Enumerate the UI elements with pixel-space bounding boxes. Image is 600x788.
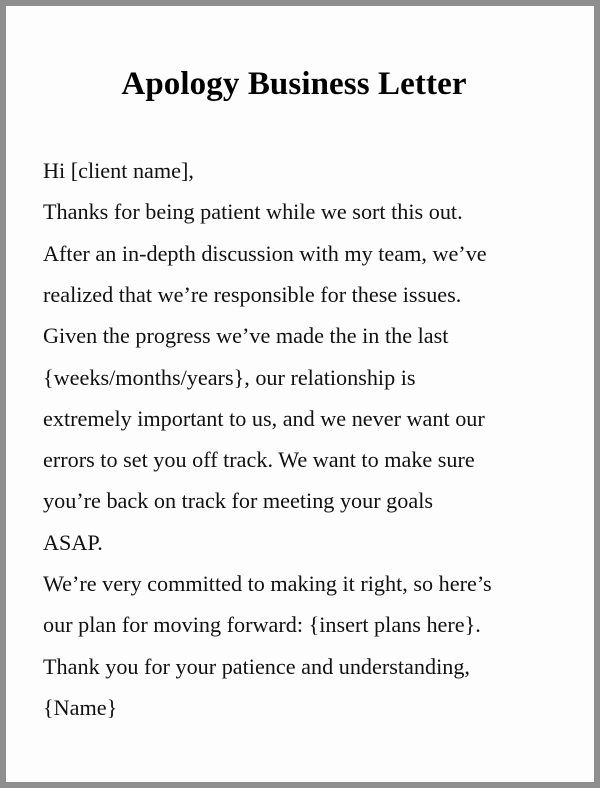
letter-line: {Name} [43, 694, 118, 720]
letter-line: {weeks/months/years}, our relationship is [43, 364, 416, 390]
letter-line: you’re back on track for meeting your goals [43, 488, 433, 514]
document-page [6, 6, 594, 782]
letter-line: extremely important to us, and we never want our [43, 405, 485, 431]
letter-line: Thank you for your patience and understanding, [43, 653, 470, 679]
letter-line: ASAP. [43, 529, 103, 555]
letter-line: realized that we’re responsible for these issues. [43, 281, 462, 307]
letter-line: errors to set you off track. We want to make sure [43, 447, 475, 473]
letter-line: Given the progress we’ve made the in the last [43, 323, 449, 349]
letter-line: We’re very committed to making it right, so here’s [43, 571, 492, 596]
document-title: Apology Business Letter [121, 66, 467, 102]
letter-line: Thanks for being patient while we sort this out. [43, 199, 463, 225]
letter-line: our plan for moving forward: {insert plans here}. [43, 612, 481, 638]
letter-line: After an in-depth discussion with my team, we’ve [43, 240, 487, 266]
letter-line: Hi [client name], [43, 158, 194, 183]
